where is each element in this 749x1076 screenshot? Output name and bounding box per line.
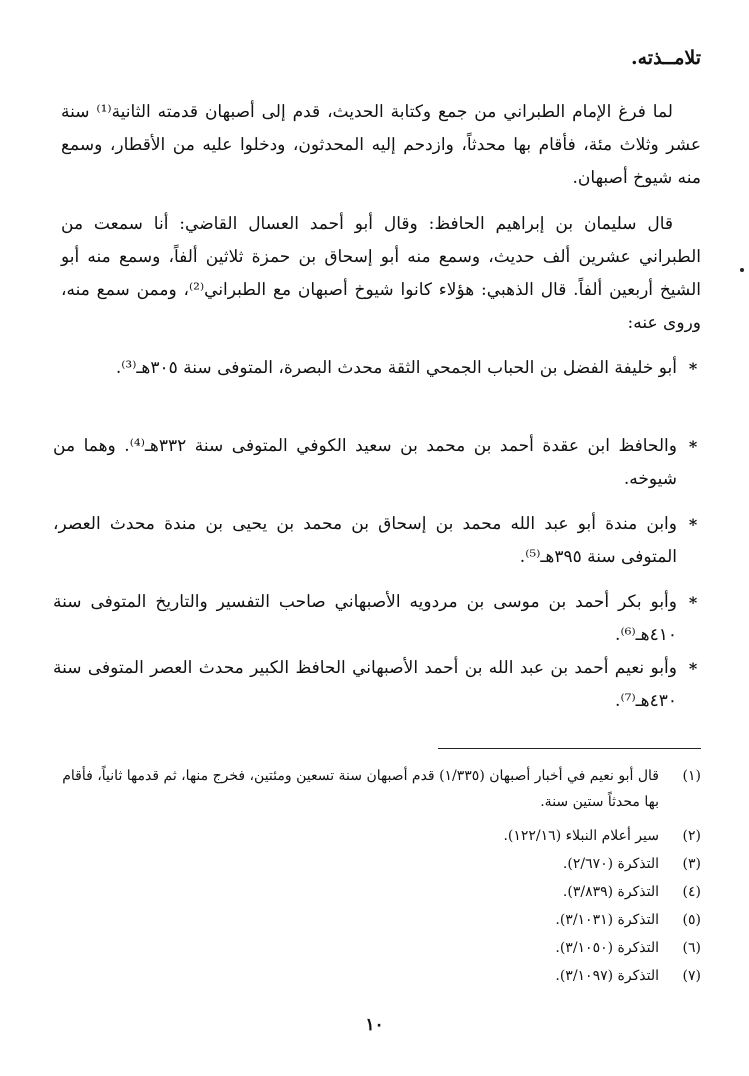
bullet-star-icon: * [688,515,698,534]
student-list-item [53,508,701,574]
bullet-star-icon: * [688,593,698,612]
footnote [46,851,701,877]
footnote [46,879,701,905]
footnote-number: (٤) [682,884,701,900]
bullet-star-icon: * [688,659,698,678]
student-list-item [53,586,701,652]
footnote-number: (٦) [682,940,701,956]
footnote-text: قال أبو نعيم في أخبار أصبهان (١/٣٣٥) قدم أصبهان سنة تسعين ومئتين، فخرج منها، ثم قدمها ثانياً، فأقام بها محدثاً ستين سنة. [62,768,659,810]
page-number: ١٠ [365,1015,384,1035]
footnote-text: التذكرة (٣/١٠٥٠). [555,940,659,956]
quote-paragraph: قال سليمان بن إبراهيم الحافظ: وقال أبو أحمد العسال القاضي: أنا سمعت من الطبراني عشرين ألف حديث، وسمع منه أبو إسحاق بن حمزة ثلاثين ألفاً، وسمع منه أبو الشيخ أربعين ألفاً. قال الذهبي: هؤلاء كانوا شيوخ أصبهان مع الطبراني⁽²⁾، وممن سمع منه، وروى عنه: [61,214,701,333]
footnote [46,763,701,815]
student-entry-text: وأبو بكر أحمد بن موسى بن مردويه الأصبهاني صاحب التفسير والتاريخ المتوفى سنة ٤١٠هـ⁽⁶⁾. [53,592,677,645]
student-entry-text: أبو خليفة الفضل بن الحباب الجمحي الثقة محدث البصرة، المتوفى سنة ٣٠٥هـ⁽³⁾. [115,358,677,378]
section-heading: تلامــذته. [631,47,701,69]
footnote-text: سير أعلام النبلاء (١٢٢/١٦). [503,828,659,844]
footnote-number: (٢) [682,828,701,844]
footnote-text: التذكرة (٣/١٠٣١). [555,912,659,928]
intro-paragraph: لما فرغ الإمام الطبراني من جمع وكتابة الحديث، قدم إلى أصبهان قدمته الثانية⁽¹⁾ سنة عشر وثلاث مئة، فأقام بها محدثاً، وازدحم إليه المحدثون، ودخلوا عليه من الأقطار، وسمع منه شيوخ أصبهان. [61,102,701,188]
footnote-divider [438,748,701,749]
student-list-item [53,652,701,718]
footnote [46,963,701,989]
footnote-number: (١) [682,768,701,784]
student-list-item [53,352,701,385]
scan-edge-mark [740,268,744,272]
footnote-number: (٥) [682,912,701,928]
footnote-number: (٧) [682,968,701,984]
bullet-star-icon: * [688,359,698,378]
student-entry-text: وابن مندة أبو عبد الله محمد بن إسحاق بن محمد بن يحيى بن مندة محدث العصر، المتوفى سنة ٣٩٥هـ⁽⁵⁾. [53,514,677,567]
footnote-number: (٣) [682,856,701,872]
student-entry-text: وأبو نعيم أحمد بن عبد الله بن أحمد الأصبهاني الحافظ الكبير محدث العصر المتوفى سنة ٤٣٠هـ⁽⁷⁾. [53,658,677,711]
footnote [46,907,701,933]
student-entry-text: والحافظ ابن عقدة أحمد بن محمد بن سعيد الكوفي المتوفى سنة ٣٣٢هـ⁽⁴⁾. وهما من شيوخه. [53,436,677,489]
footnote [46,823,701,849]
bullet-star-icon: * [688,437,698,456]
footnote-text: التذكرة (٣/٨٣٩). [562,884,659,900]
student-list-item [53,430,701,496]
footnote-text: التذكرة (٣/١٠٩٧). [555,968,659,984]
footnote [46,935,701,961]
footnote-text: التذكرة (٢/٦٧٠). [562,856,659,872]
